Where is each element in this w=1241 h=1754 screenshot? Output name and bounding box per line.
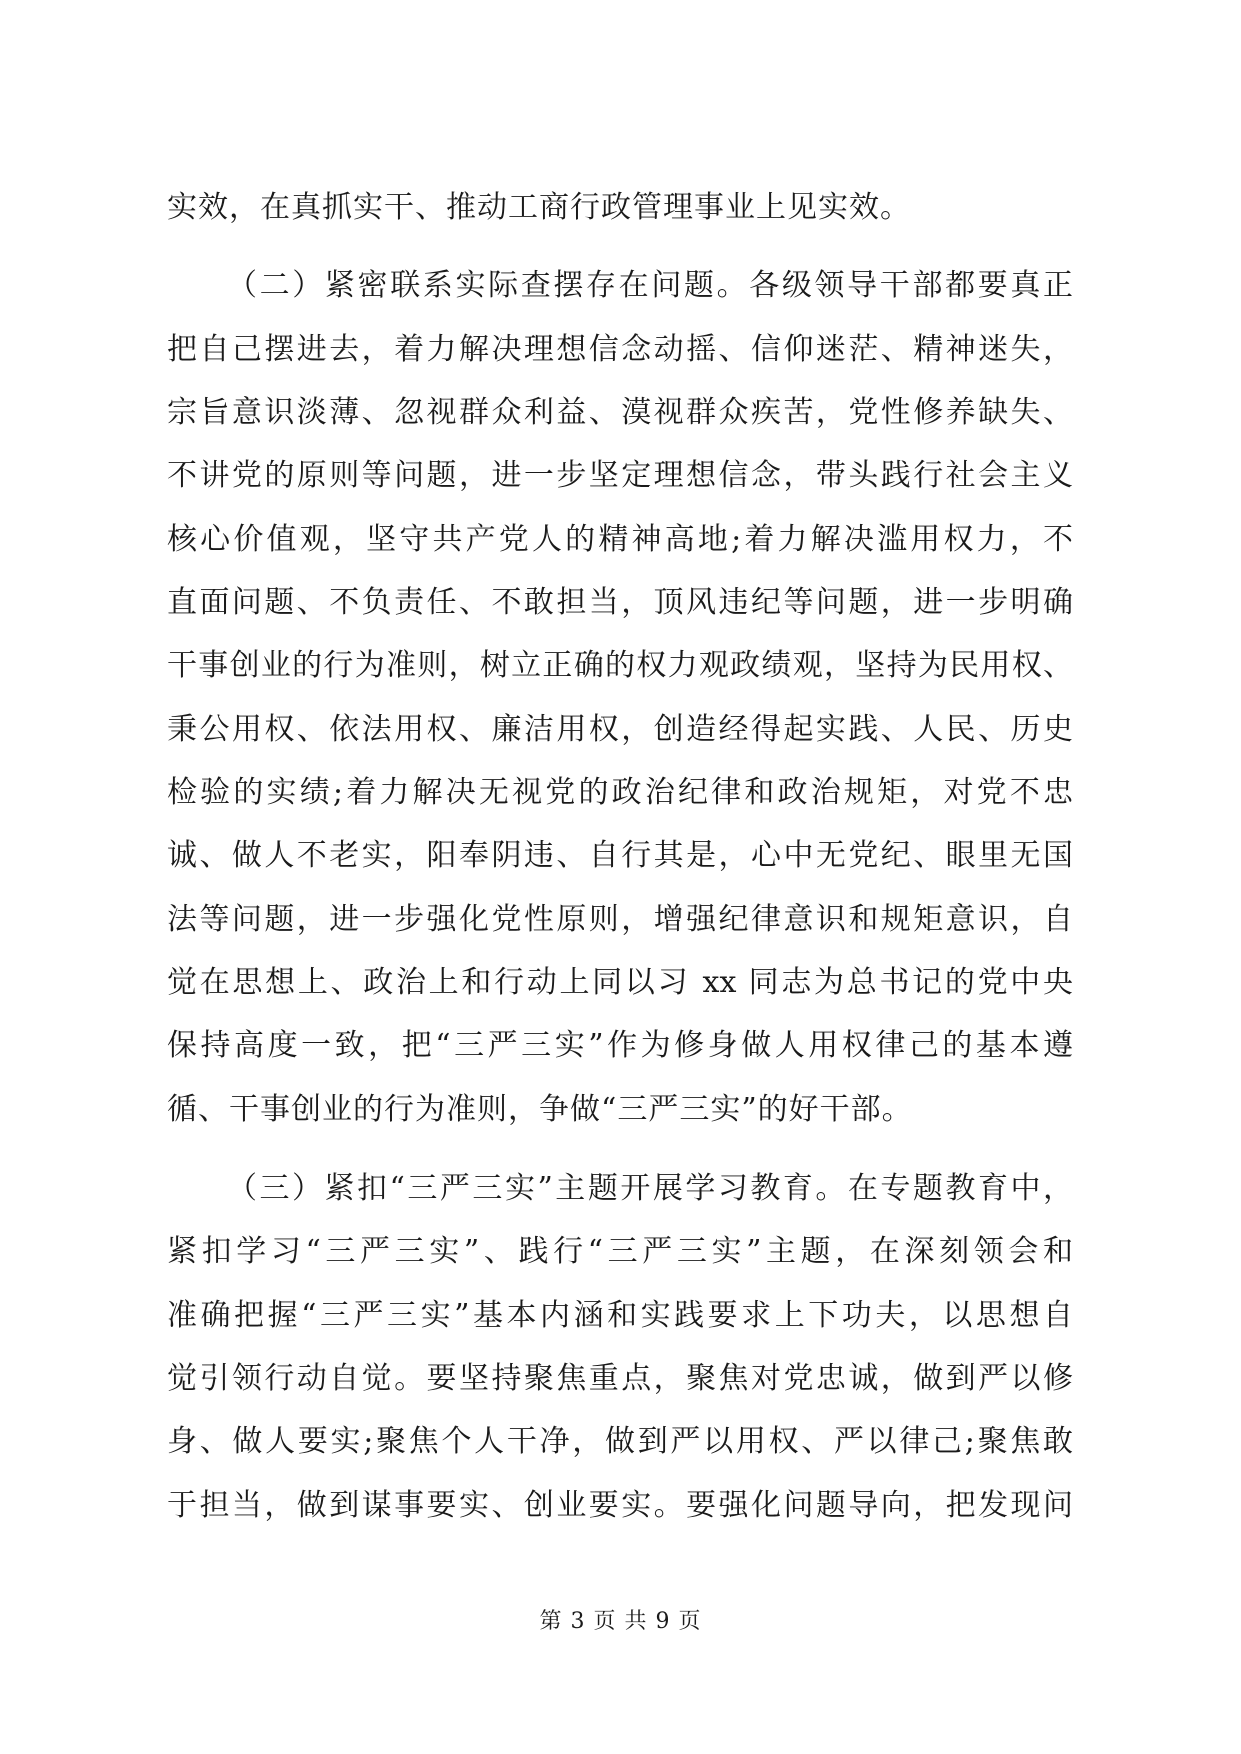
text-line: 紧扣学习“三严三实”、践行“三严三实”主题，在深刻领会和 [167,1234,1073,1269]
text-line: （二）紧密联系实际查摆存在问题。各级领导干部都要真正 [227,268,1073,303]
text-line: 诚、做人不老实，阳奉阴违、自行其是，心中无党纪、眼里无国 [167,838,1073,873]
text-line: 觉引领行动自觉。要坚持聚焦重点，聚焦对党忠诚，做到严以修 [167,1361,1073,1396]
text-line: 核心价值观，坚守共产党人的精神高地;着力解决滥用权力，不 [167,522,1073,557]
text-line: 宗旨意识淡薄、忽视群众利益、漠视群众疾苦，党性修养缺失、 [167,395,1073,430]
text-line: 准确把握“三严三实”基本内涵和实践要求上下功夫，以思想自 [167,1298,1073,1333]
text-line: 于担当，做到谋事要实、创业要实。要强化问题导向，把发现问 [167,1488,1073,1523]
text-line: 不讲党的原则等问题，进一步坚定理想信念，带头践行社会主义 [167,458,1073,493]
text-line: （三）紧扣“三严三实”主题开展学习教育。在专题教育中， [227,1171,1073,1206]
text-line: 觉在思想上、政治上和行动上同以习 xx 同志为总书记的党中央 [167,965,1073,1000]
text-line: 直面问题、不负责任、不敢担当，顶风违纪等问题，进一步明确 [167,585,1073,620]
text-line: 干事创业的行为准则，树立正确的权力观政绩观，坚持为民用权、 [167,648,1073,683]
text-line: 法等问题，进一步强化党性原则，增强纪律意识和规矩意识，自 [167,902,1073,937]
text-line: 身、做人要实;聚焦个人干净，做到严以用权、严以律己;聚焦敢 [167,1424,1073,1459]
text-line: 保持高度一致，把“三严三实”作为修身做人用权律己的基本遵 [167,1028,1073,1063]
page-number-footer: 第 3 页 共 9 页 [539,1609,702,1634]
text-line: 秉公用权、依法用权、廉洁用权，创造经得起实践、人民、历史 [167,712,1073,747]
text-line: 实效，在真抓实干、推动工商行政管理事业上见实效。 [167,190,911,225]
text-line: 循、干事创业的行为准则，争做“三严三实”的好干部。 [167,1092,913,1127]
text-line: 检验的实绩;着力解决无视党的政治纪律和政治规矩，对党不忠 [167,775,1073,810]
text-line: 把自己摆进去，着力解决理想信念动摇、信仰迷茫、精神迷失， [167,332,1073,367]
